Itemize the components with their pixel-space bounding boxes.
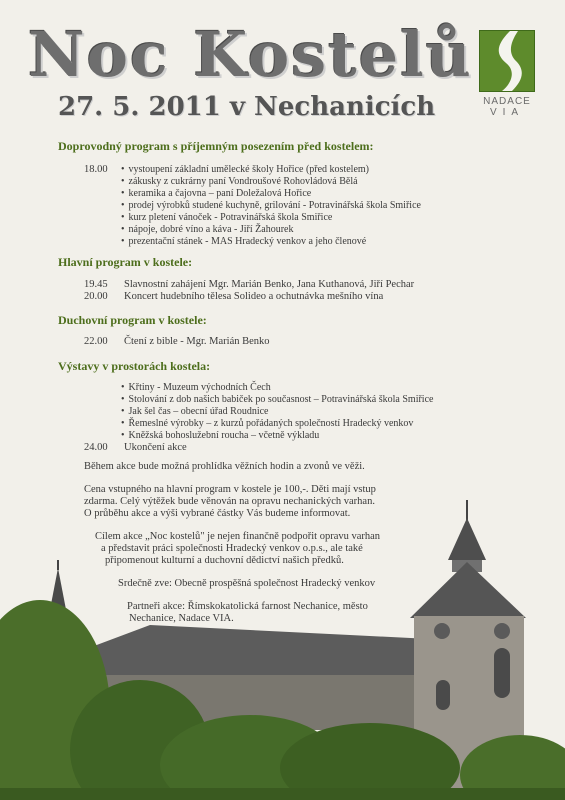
program-row: Koncert hudebního tělesa Solideo a ochutnávka mešního vína [124,291,384,302]
goal-note-line: připomenout kulturní a duchovní dědictví našich předků. [105,555,344,566]
list-item: • Kněžská bohoslužební roucha – včetně výkladu [121,430,319,441]
logo-text-top: NADACE [483,96,531,107]
section-heading-spiritual: Duchovní program v kostele: [58,313,207,327]
section-heading-accompanying: Doprovodný program s příjemným posezením před kostelem: [58,139,374,153]
entry-note-line: Cena vstupného na hlavní program v kostele je 100,-. Děti mají vstup [84,484,376,495]
list-item: • vystoupení základní umělecké školy Hořice (před kostelem) [121,164,369,175]
list-item: • Jak šel čas – obecní úřad Roudnice [121,406,268,417]
partners-note-line: Partneři akce: Římskokatolická farnost Nechanice, město [127,601,368,612]
entry-note-line: zdarma. Celý výtěžek bude věnován na opravu nechanických varhan. [84,496,375,507]
time-label: 24.00 [84,442,108,453]
list-item: • Řemeslné výrobky – z kurzů pořádaných společností Hradecký venkov [121,418,413,429]
list-item: • Křtiny - Muzeum východních Čech [121,382,271,393]
church-illustration [0,500,565,800]
program-row: Ukončení akce [124,442,187,453]
invite-note: Srdečně zve: Obecně prospěšná společnost Hradecký venkov [118,578,376,589]
logo-text-bottom: VIA [489,107,525,118]
time-label: 22.00 [84,336,108,347]
time-label: 18.00 [84,164,108,175]
nadace-via-logo [479,30,535,122]
list-item: • nápoje, dobré víno a káva - Jiří Žahourek [121,224,293,235]
logo-swoosh-icon [480,31,534,91]
time-label: 19.45 [84,279,108,290]
poster-title: Noc Kostelů [28,18,473,91]
partners-note-line: Nechanice, Nadace VIA. [129,613,234,624]
program-row: Čtení z bible - Mgr. Marián Benko [124,336,270,347]
entry-note-line: O průběhu akce a výši vybrané částky Vás budeme informovat. [84,508,351,519]
list-item: • prodej výrobků studené kuchyně, grilování - Potravinářská škola Smiřice [121,200,421,211]
logo-mark [479,30,535,92]
goal-note-line: Cílem akce „Noc kostelů" je nejen finančně podpořit opravu varhan [95,531,381,542]
list-item: • Stolování z dob našich babiček po současnost – Potravinářská škola Smiřice [121,394,433,405]
program-row: Slavnostní zahájení Mgr. Marián Benko, Jana Kuthanová, Jiří Pechar [124,279,415,290]
time-label: 20.00 [84,291,108,302]
tour-note: Během akce bude možná prohlídka věžních hodin a zvonů ve věži. [84,461,365,472]
section-heading-exhibitions: Výstavy v prostorách kostela: [58,359,211,373]
section-heading-main: Hlavní program v kostele: [58,255,193,269]
list-item: • zákusky z cukrárny paní Vondroušové Rohovládová Bělá [121,176,358,187]
goal-note-line: a představit práci společnosti Hradecký venkov o.p.s., ale také [101,543,363,554]
list-item: • kurz pletení vánoček - Potravinářská škola Smiřice [121,212,332,223]
poster-date: 27. 5. 2011 v Nechanicích [58,92,436,122]
list-item: • keramika a čajovna – paní Doležalová Hořice [121,188,311,199]
list-item: • prezentační stánek - MAS Hradecký venkov a jeho členové [121,236,366,247]
